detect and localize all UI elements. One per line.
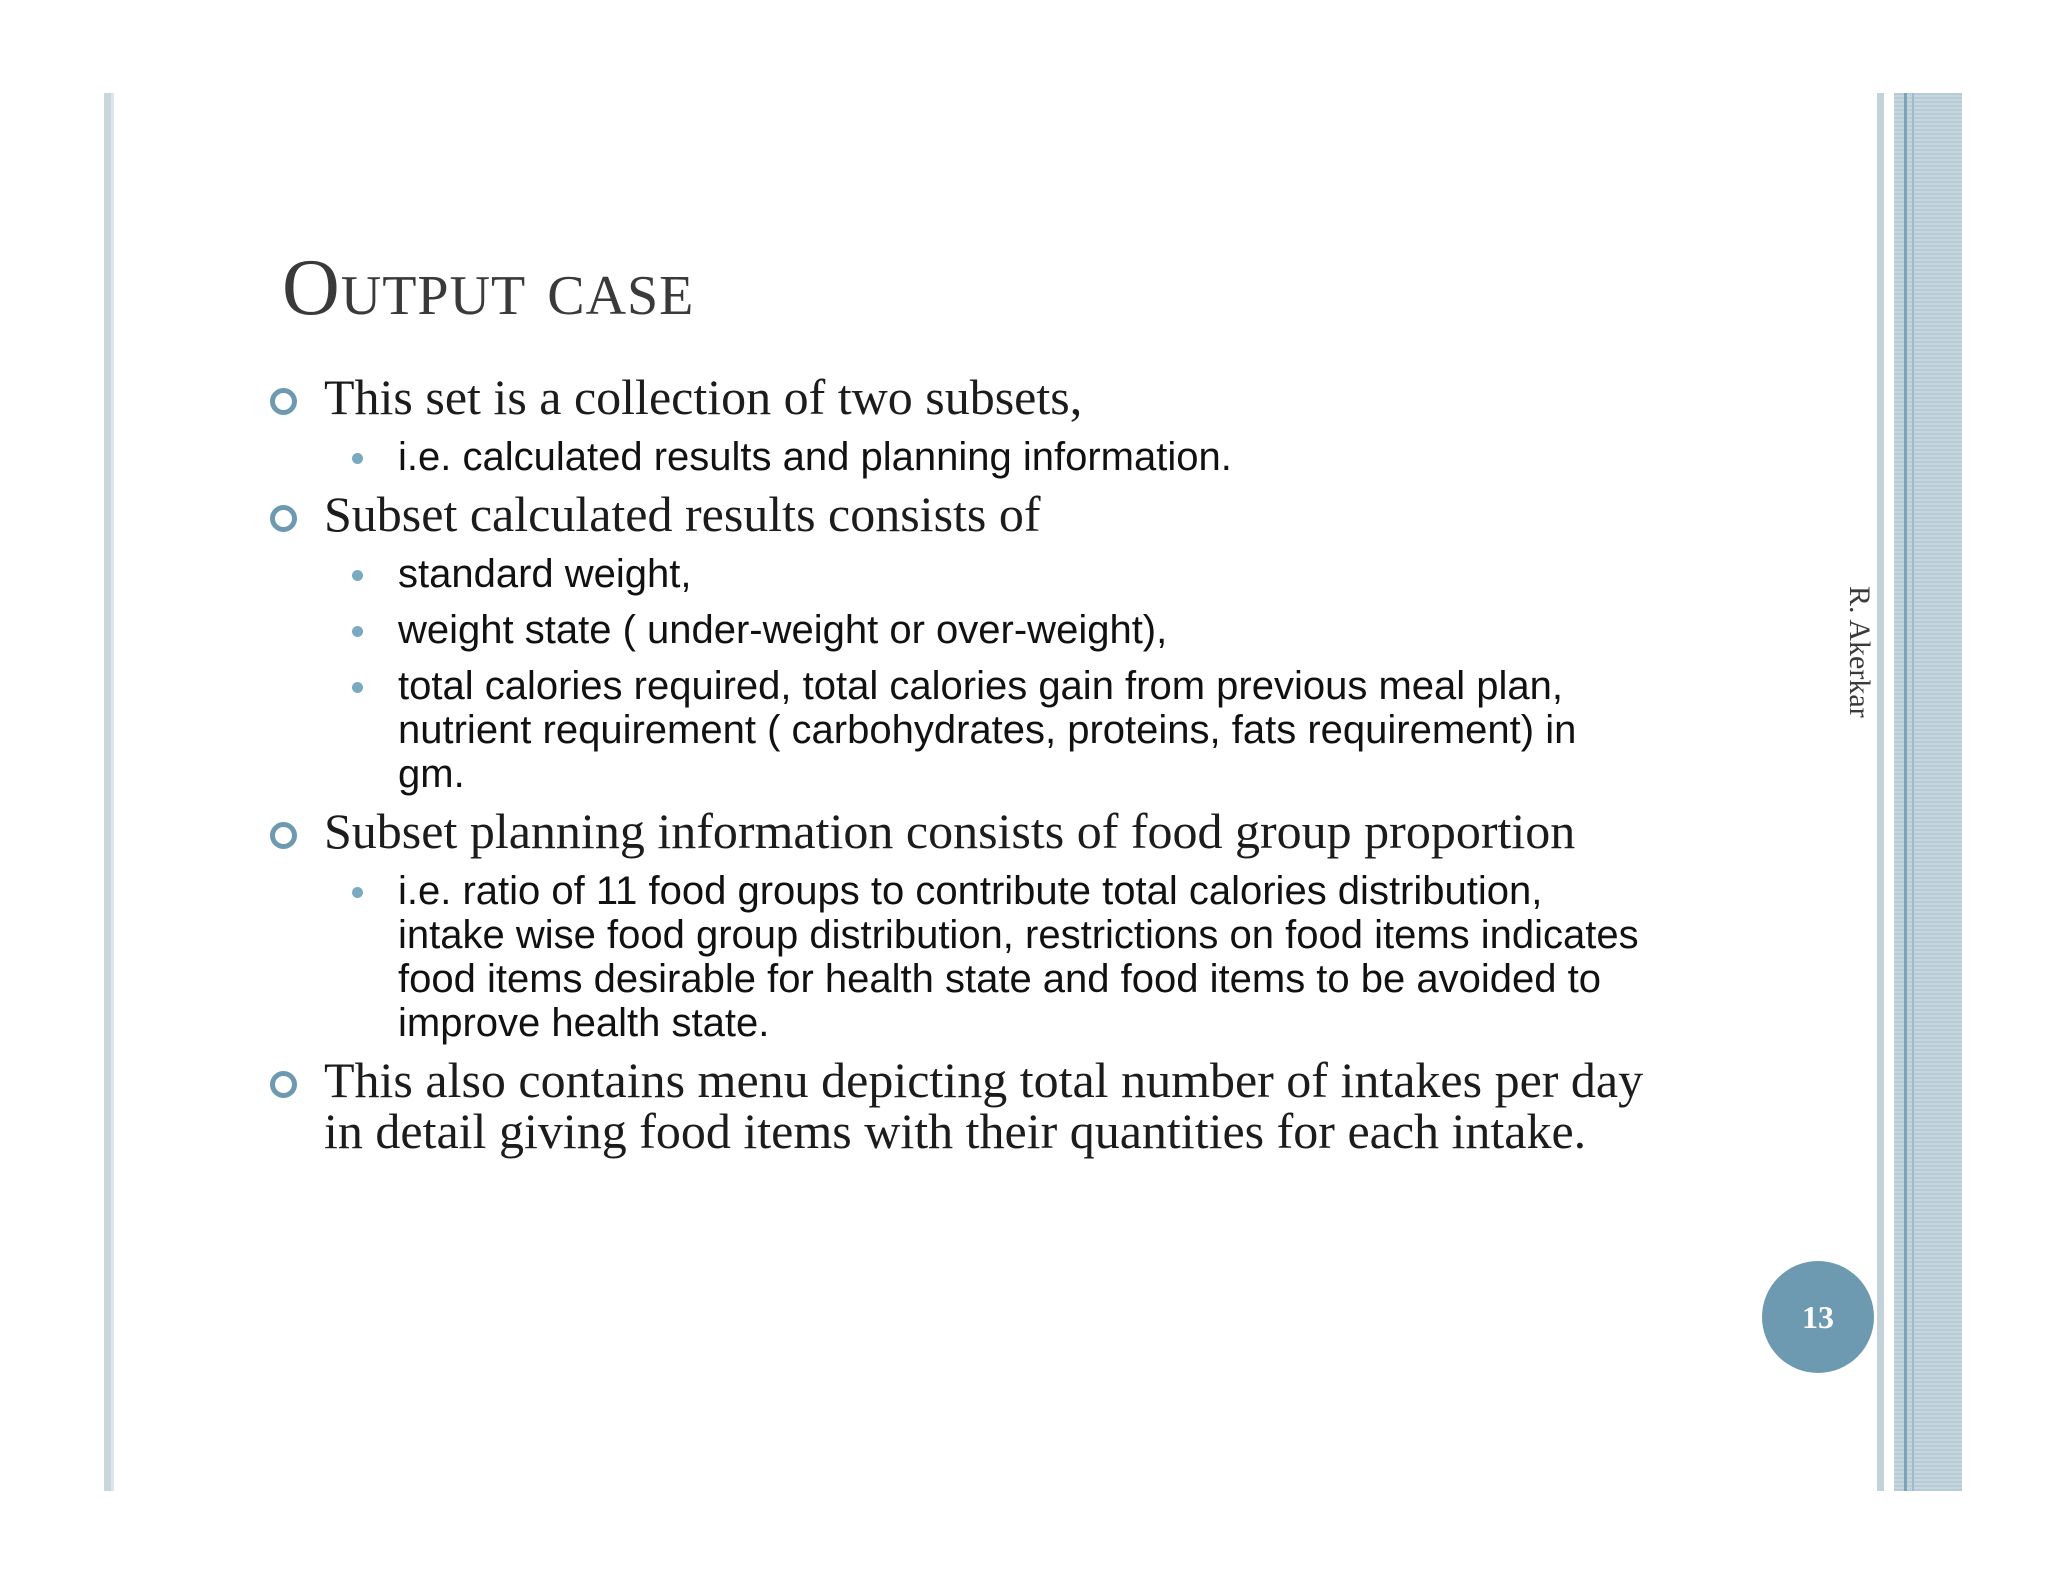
sub-bullet-text: standard weight, (398, 552, 692, 596)
bullet-text: This also contains menu depicting total number of intakes per day in detail giving food items with their quantities for each intake. (324, 1052, 1644, 1159)
ring-bullet-icon (270, 822, 297, 849)
left-border-bar-inner (111, 93, 114, 1491)
slide-title: Output case (282, 244, 695, 332)
right-band-stripe (1904, 93, 1907, 1491)
sub-bullet-item (398, 608, 1650, 652)
slide-content (270, 362, 1650, 1157)
author-label: R. Akerkar (1843, 586, 1876, 718)
bullet-item (270, 1052, 1654, 1159)
dot-bullet-icon (352, 887, 363, 898)
dot-bullet-icon (352, 570, 363, 581)
sub-bullet-text: i.e. ratio of 11 food groups to contribute total calories distribution, intake wise food group distribution, restrictions on food items indicates food items desirable for health state and food items to be avoided to improve health state. (398, 869, 1639, 1045)
sub-bullet-item (398, 435, 1650, 479)
dot-bullet-icon (352, 626, 363, 637)
ring-bullet-icon (270, 505, 297, 532)
bullet-text: This set is a collection of two subsets, (324, 369, 1083, 425)
bullet-item (270, 803, 1644, 859)
bullet-text: Subset planning information consists of food group proportion (324, 803, 1576, 859)
sub-bullet-text: i.e. calculated results and planning information. (398, 435, 1232, 479)
right-border-line (1877, 93, 1884, 1491)
bullet-item (270, 486, 1650, 542)
sub-bullet-text: total calories required, total calories gain from previous meal plan, nutrient requirement ( carbohydrates, proteins, fats requirement) in gm. (398, 664, 1577, 796)
sub-bullet-text: weight state ( under-weight or over-weight), (398, 608, 1168, 652)
sub-bullet-item (398, 664, 1608, 796)
right-band-stripe (1912, 93, 1914, 1491)
sub-bullet-item (398, 552, 1650, 596)
left-border-bar (104, 93, 111, 1491)
dot-bullet-icon (352, 453, 363, 464)
ring-bullet-icon (270, 388, 297, 415)
bullet-text: Subset calculated results consists of (324, 486, 1041, 542)
page-number: 13 (1802, 1298, 1834, 1335)
bullet-item (270, 369, 1650, 425)
sub-bullet-item (398, 869, 1648, 1045)
dot-bullet-icon (352, 682, 363, 693)
ring-bullet-icon (270, 1071, 297, 1098)
page-number-badge (1762, 1261, 1874, 1373)
